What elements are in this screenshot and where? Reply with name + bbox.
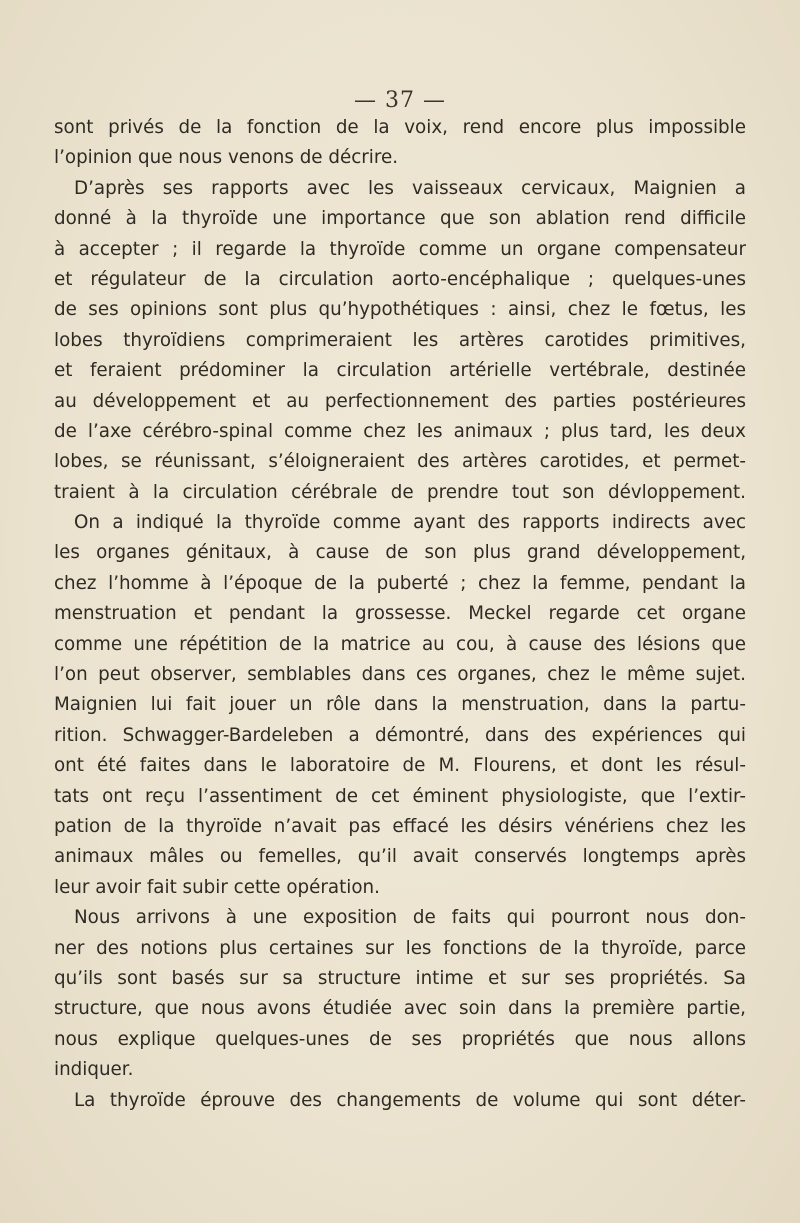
- text-line: et régulateur de la circulation aorto-encéphalique ; quelques-unes: [54, 268, 746, 290]
- text-line: La thyroïde éprouve des changements de volume qui sont déter-: [74, 1089, 746, 1111]
- text-line: lobes thyroïdiens comprimeraient les artères carotides primitives,: [54, 329, 746, 351]
- text-line: animaux mâles ou femelles, qu’il avait conservés longtemps après: [54, 846, 746, 868]
- text-line: D’après ses rapports avec les vaisseaux cervicaux, Maignien a: [74, 177, 746, 199]
- text-line: structure, que nous avons étudiée avec soin dans la première partie,: [54, 998, 746, 1020]
- text-line: donné à la thyroïde une importance que son ablation rend difficile: [54, 208, 746, 230]
- text-line: comme une répétition de la matrice au cou, à cause des lésions que: [54, 633, 746, 655]
- text-line: au développement et au perfectionnement des parties postérieures: [54, 390, 746, 412]
- text-line: Maignien lui fait jouer un rôle dans la menstruation, dans la partu-: [54, 694, 746, 716]
- text-line: de ses opinions sont plus qu’hypothétiques : ainsi, chez le fœtus, les: [54, 299, 746, 321]
- text-line: qu’ils sont basés sur sa structure intime et sur ses propriétés. Sa: [54, 967, 746, 989]
- text-line: indiquer.: [54, 1059, 134, 1081]
- text-line: rition. Schwagger-Bardeleben a démontré, dans des expériences qui: [54, 724, 746, 746]
- text-line: ner des notions plus certaines sur les fonctions de la thyroïde, parce: [54, 937, 746, 959]
- page-number: — 37 —: [354, 88, 446, 113]
- text-line: l’on peut observer, semblables dans ces organes, chez le même sujet.: [54, 664, 746, 686]
- text-line: à accepter ; il regarde la thyroïde comme un organe compensateur: [54, 238, 746, 260]
- text-line: traient à la circulation cérébrale de prendre tout son dévloppement.: [54, 481, 746, 503]
- text-line: lobes, se réunissant, s’éloigneraient des artères carotides, et permet-: [54, 451, 746, 473]
- text-line: sont privés de la fonction de la voix, rend encore plus impossible: [54, 117, 746, 138]
- text-line: et feraient prédominer la circulation artérielle vertébrale, destinée: [54, 360, 746, 382]
- text-line: de l’axe cérébro-spinal comme chez les animaux ; plus tard, les deux: [54, 420, 746, 442]
- text-line: les organes génitaux, à cause de son plus grand développement,: [54, 542, 746, 564]
- text-line: tats ont reçu l’assentiment de cet éminent physiologiste, que l’extir-: [54, 785, 746, 807]
- text-line: pation de la thyroïde n’avait pas effacé les désirs vénériens chez les: [54, 815, 746, 837]
- text-line: Nous arrivons à une exposition de faits qui pourront nous don-: [74, 907, 746, 929]
- text-line: l’opinion que nous venons de décrire.: [54, 147, 399, 169]
- text-line: On a indiqué la thyroïde comme ayant des rapports indirects avec: [74, 512, 746, 534]
- text-line: leur avoir fait subir cette opération.: [54, 876, 380, 898]
- text-line: ont été faites dans le laboratoire de M. Flourens, et dont les résul-: [54, 755, 746, 777]
- text-line: menstruation et pendant la grossesse. Meckel regarde cet organe: [54, 603, 746, 625]
- text-line: nous explique quelques-unes de ses propriétés que nous allons: [54, 1028, 746, 1050]
- text-line: chez l’homme à l’époque de la puberté ; chez la femme, pendant la: [54, 572, 746, 594]
- body-text: [54, 113, 746, 1116]
